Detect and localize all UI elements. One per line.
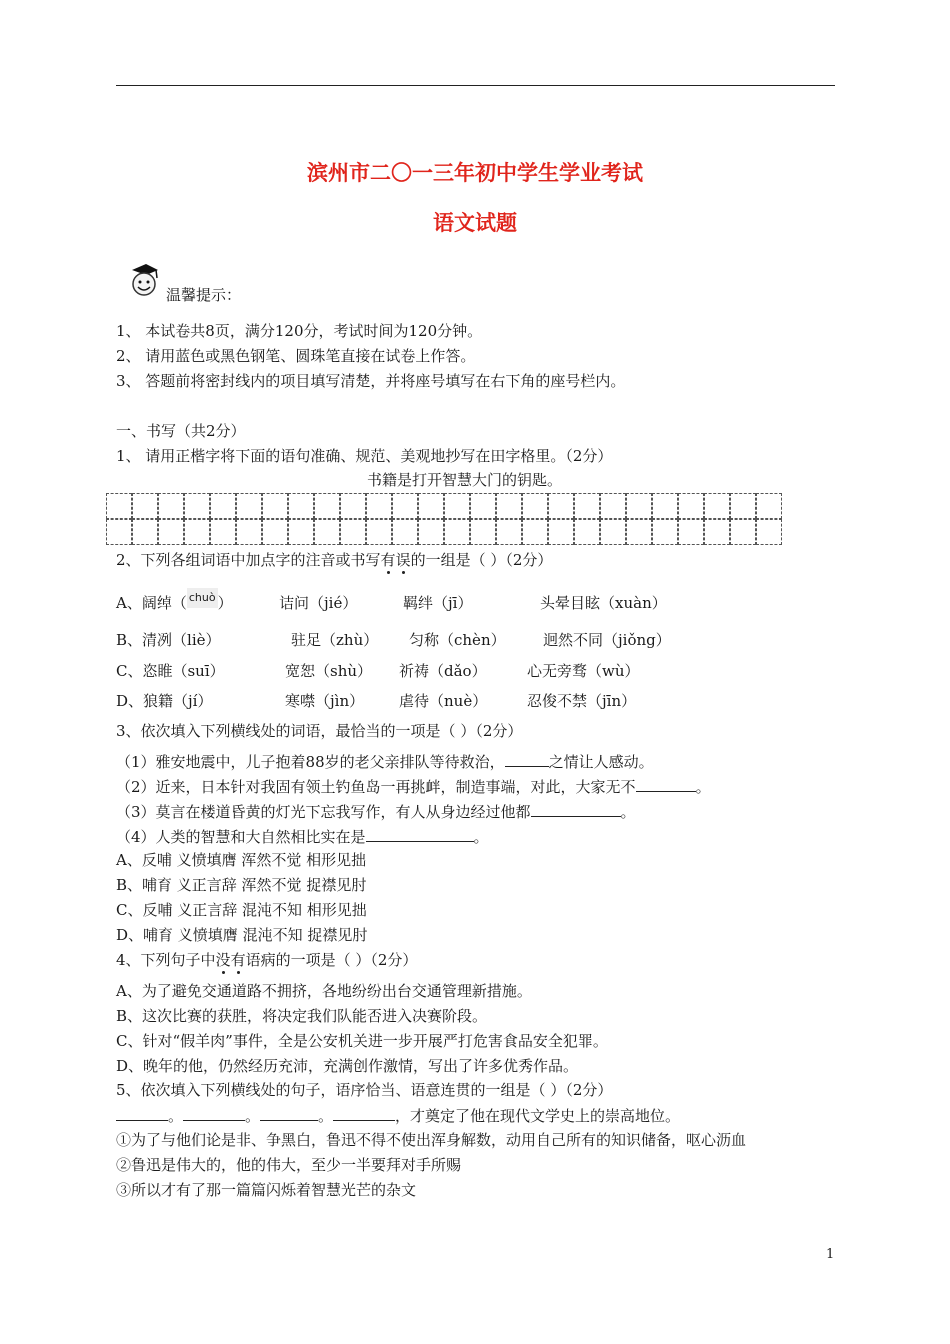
tianzige-cell[interactable] <box>184 519 210 545</box>
q2-option-d-2: 寒噤（jìn） <box>285 692 365 710</box>
tianzige-cell[interactable] <box>704 519 730 545</box>
tianzige-cell[interactable] <box>470 493 496 519</box>
tianzige-cell[interactable] <box>522 493 548 519</box>
tianzige-cell[interactable] <box>288 493 314 519</box>
tianzige-cell[interactable] <box>548 493 574 519</box>
page-number: 1 <box>826 1247 835 1262</box>
tianzige-cell[interactable] <box>132 519 158 545</box>
q5-sep-3: 。 <box>318 1107 334 1125</box>
tianzige-cell[interactable] <box>158 519 184 545</box>
q3-blank-1[interactable] <box>505 751 549 767</box>
tianzige-cell[interactable] <box>626 519 652 545</box>
tianzige-cell[interactable] <box>444 519 470 545</box>
tianzige-cell[interactable] <box>262 493 288 519</box>
q4-option-b[interactable]: B、这次比赛的获胜，将决定我们队能否进入决赛阶段。 <box>116 1007 488 1025</box>
q2-option-d-1[interactable]: D、狼籍（jí） <box>116 692 213 710</box>
q2-option-c-4: 心无旁骛（wù） <box>527 662 640 680</box>
tianzige-cell[interactable] <box>366 493 392 519</box>
q2-option-a-text: A、阔绰（ <box>116 594 187 612</box>
q2-option-b-4: 迥然不同（jiǒng） <box>543 631 671 649</box>
exam-subtitle: 语文试题 <box>433 211 517 235</box>
q3-item-1-pre: （1）雅安地震中，儿子抱着88岁的老父亲排队等待救治， <box>116 753 505 771</box>
tianzige-cell[interactable] <box>574 493 600 519</box>
q3-option-b[interactable]: B、哺育 义正言辞 浑然不觉 捉襟见肘 <box>116 876 367 894</box>
q3-blank-3[interactable] <box>531 801 621 817</box>
tianzige-cell[interactable] <box>392 519 418 545</box>
tianzige-cell[interactable] <box>340 519 366 545</box>
tianzige-cell[interactable] <box>600 519 626 545</box>
note-2: 2、 请用蓝色或黑色钢笔、圆珠笔直接在试卷上作答。 <box>116 347 476 365</box>
q2-option-a-1[interactable] <box>116 593 233 615</box>
question-2-stem <box>116 550 552 570</box>
q3-item-1 <box>116 751 654 772</box>
q4-dotted-char-1: 没 <box>215 951 231 969</box>
tianzige-cell[interactable] <box>236 493 262 519</box>
q3-option-d[interactable]: D、哺育 义愤填膺 混沌不知 捉襟见肘 <box>116 926 368 944</box>
q3-option-c[interactable]: C、反哺 义正言辞 混沌不知 相形见拙 <box>116 901 367 919</box>
q3-item-4 <box>116 826 489 847</box>
tianzige-cell[interactable] <box>236 519 262 545</box>
smiley-graduate-icon <box>124 262 162 298</box>
tianzige-cell[interactable] <box>600 493 626 519</box>
note-1: 1、 本试卷共8页，满分120分，考试时间为120分钟。 <box>116 322 483 340</box>
tianzige-cell[interactable] <box>314 519 340 545</box>
tianzige-cell[interactable] <box>574 519 600 545</box>
q3-item-2-pre: （2）近来，日本针对我固有领土钓鱼岛一再挑衅，制造事端，对此，大家无不 <box>116 778 636 796</box>
q3-item-4-pre: （4）人类的智慧和大自然相比实在是 <box>116 828 366 846</box>
q2-option-b-2: 驻足（zhù） <box>291 631 379 649</box>
copy-sentence: 书籍是打开智慧大门的钥匙。 <box>367 471 563 489</box>
q4-stem-pre: 4、下列句子中 <box>116 951 216 969</box>
tianzige-cell[interactable] <box>626 493 652 519</box>
tianzige-cell[interactable] <box>418 519 444 545</box>
q5-fill-line <box>116 1105 680 1126</box>
q3-item-2 <box>116 776 711 797</box>
q4-option-a[interactable]: A、为了避免交通道路不拥挤，各地纷纷出台交通管理新措施。 <box>116 982 532 1000</box>
q2-stem-pre: 2、下列各组词语中加点字的注音或书写 <box>116 551 381 569</box>
tianzige-cell[interactable] <box>548 519 574 545</box>
q5-blank-3[interactable] <box>260 1105 318 1121</box>
header-rule <box>116 85 835 86</box>
tianzige-cell[interactable] <box>158 493 184 519</box>
q2-option-d-4: 忍俊不禁（jīn） <box>527 692 637 710</box>
q4-stem-post: 语病的一项是（ ）（2分） <box>245 951 418 969</box>
q2-option-b-1[interactable]: B、清冽（liè） <box>116 631 221 649</box>
q5-item-2: ②鲁迅是伟大的，他的伟大，至少一半要拜对手所赐 <box>116 1156 462 1174</box>
q2-option-a-close: ） <box>217 594 233 612</box>
q2-option-a-pinyin: chuò <box>187 588 218 608</box>
tianzige-cell[interactable] <box>496 493 522 519</box>
q2-dotted-char-2: 误 <box>395 551 411 569</box>
tianzige-cell[interactable] <box>496 519 522 545</box>
q2-option-a-2: 诘问（jié） <box>279 594 358 612</box>
q4-option-c[interactable]: C、针对“假羊肉”事件，全是公安机关进一步开展严打危害食品安全犯罪。 <box>116 1032 608 1050</box>
q5-item-3: ③所以才有了那一篇篇闪烁着智慧光芒的杂文 <box>116 1181 417 1199</box>
question-4-stem <box>116 950 417 970</box>
question-5-stem: 5、依次填入下列横线处的句子，语序恰当、语意连贯的一组是（ ）（2分） <box>116 1081 613 1099</box>
q2-option-b-3: 匀称（chèn） <box>409 631 506 649</box>
question-1: 1、 请用正楷字将下面的语句准确、规范、美观地抄写在田字格里。（2分） <box>116 447 613 465</box>
tianzige-cell[interactable] <box>262 519 288 545</box>
q5-blank-1[interactable] <box>116 1105 168 1121</box>
q3-item-2-post: 。 <box>695 778 711 796</box>
q4-option-d[interactable]: D、晚年的他，仍然经历充沛，充满创作激情，写出了许多优秀作品。 <box>116 1057 579 1075</box>
q3-item-3-pre: （3）莫言在楼道昏黄的灯光下忘我写作，有人从身边经过他都 <box>116 803 531 821</box>
q2-option-a-3: 羁绊（jī） <box>403 594 473 612</box>
q2-option-c-2: 宽恕（shù） <box>285 662 373 680</box>
tianzige-cell[interactable] <box>340 493 366 519</box>
tianzige-cell[interactable] <box>392 493 418 519</box>
q2-stem-post: 的一组是（ ）（2分） <box>410 551 553 569</box>
section-1-heading: 一、书写（共2分） <box>116 422 246 440</box>
tianzige-cell[interactable] <box>288 519 314 545</box>
q3-blank-4[interactable] <box>366 826 474 842</box>
tianzige-cell[interactable] <box>210 519 236 545</box>
tianzige-cell[interactable] <box>730 519 756 545</box>
tianzige-cell[interactable] <box>522 519 548 545</box>
q2-option-c-3: 祈祷（dǎo） <box>399 662 487 680</box>
tip-label: 温馨提示： <box>166 286 242 304</box>
q2-option-d-3: 虐待（nuè） <box>399 692 488 710</box>
q2-dotted-char-1: 有 <box>380 551 396 569</box>
tianzige-cell[interactable] <box>444 493 470 519</box>
tianzige-cell[interactable] <box>678 493 704 519</box>
tianzige-cell[interactable] <box>106 519 132 545</box>
tianzige-cell[interactable] <box>756 493 782 519</box>
q5-sep-1: 。 <box>168 1107 184 1125</box>
q3-item-4-post: 。 <box>473 828 489 846</box>
tianzige-cell[interactable] <box>314 493 340 519</box>
q5-item-1: ①为了与他们论是非、争黑白，鲁迅不得不使出浑身解数，动用自己所有的知识储备，呕心沥血 <box>116 1131 747 1149</box>
q3-item-3 <box>116 801 636 822</box>
tianzige-cell[interactable] <box>418 493 444 519</box>
exam-title: 滨州市二〇一三年初中学生学业考试 <box>307 161 643 185</box>
q3-item-3-post: 。 <box>620 803 636 821</box>
question-3-stem: 3、依次填入下列横线处的词语，最恰当的一项是（ ）（2分） <box>116 722 523 740</box>
tianzige-cell[interactable] <box>106 493 132 519</box>
tianzige-cell[interactable] <box>652 493 678 519</box>
tianzige-cell[interactable] <box>366 519 392 545</box>
q5-blank-4[interactable] <box>333 1105 395 1121</box>
tianzige-cell[interactable] <box>652 519 678 545</box>
q3-option-a[interactable]: A、反哺 义愤填膺 浑然不觉 相形见拙 <box>116 851 367 869</box>
note-3: 3、 答题前将密封线内的项目填写清楚，并将座号填写在右下角的座号栏内。 <box>116 372 626 390</box>
tianzige-cell[interactable] <box>210 493 236 519</box>
tianzige-cell[interactable] <box>678 519 704 545</box>
q3-blank-2[interactable] <box>636 776 696 792</box>
q5-blank-2[interactable] <box>183 1105 245 1121</box>
q5-sep-2: 。 <box>245 1107 261 1125</box>
q3-item-1-post: 之情让人感动。 <box>548 753 654 771</box>
tianzige-cell[interactable] <box>704 493 730 519</box>
q4-dotted-char-2: 有 <box>230 951 246 969</box>
tianzige-cell[interactable] <box>470 519 496 545</box>
tianzige-grid[interactable] <box>106 493 786 545</box>
q2-option-c-1[interactable]: C、恣睢（suī） <box>116 662 225 680</box>
tianzige-cell[interactable] <box>756 519 782 545</box>
q5-fill-post: ，才奠定了他在现代文学史上的崇高地位。 <box>395 1107 681 1125</box>
tianzige-cell[interactable] <box>132 493 158 519</box>
tianzige-cell[interactable] <box>184 493 210 519</box>
q2-option-a-4: 头晕目眩（xuàn） <box>540 594 667 612</box>
tianzige-cell[interactable] <box>730 493 756 519</box>
